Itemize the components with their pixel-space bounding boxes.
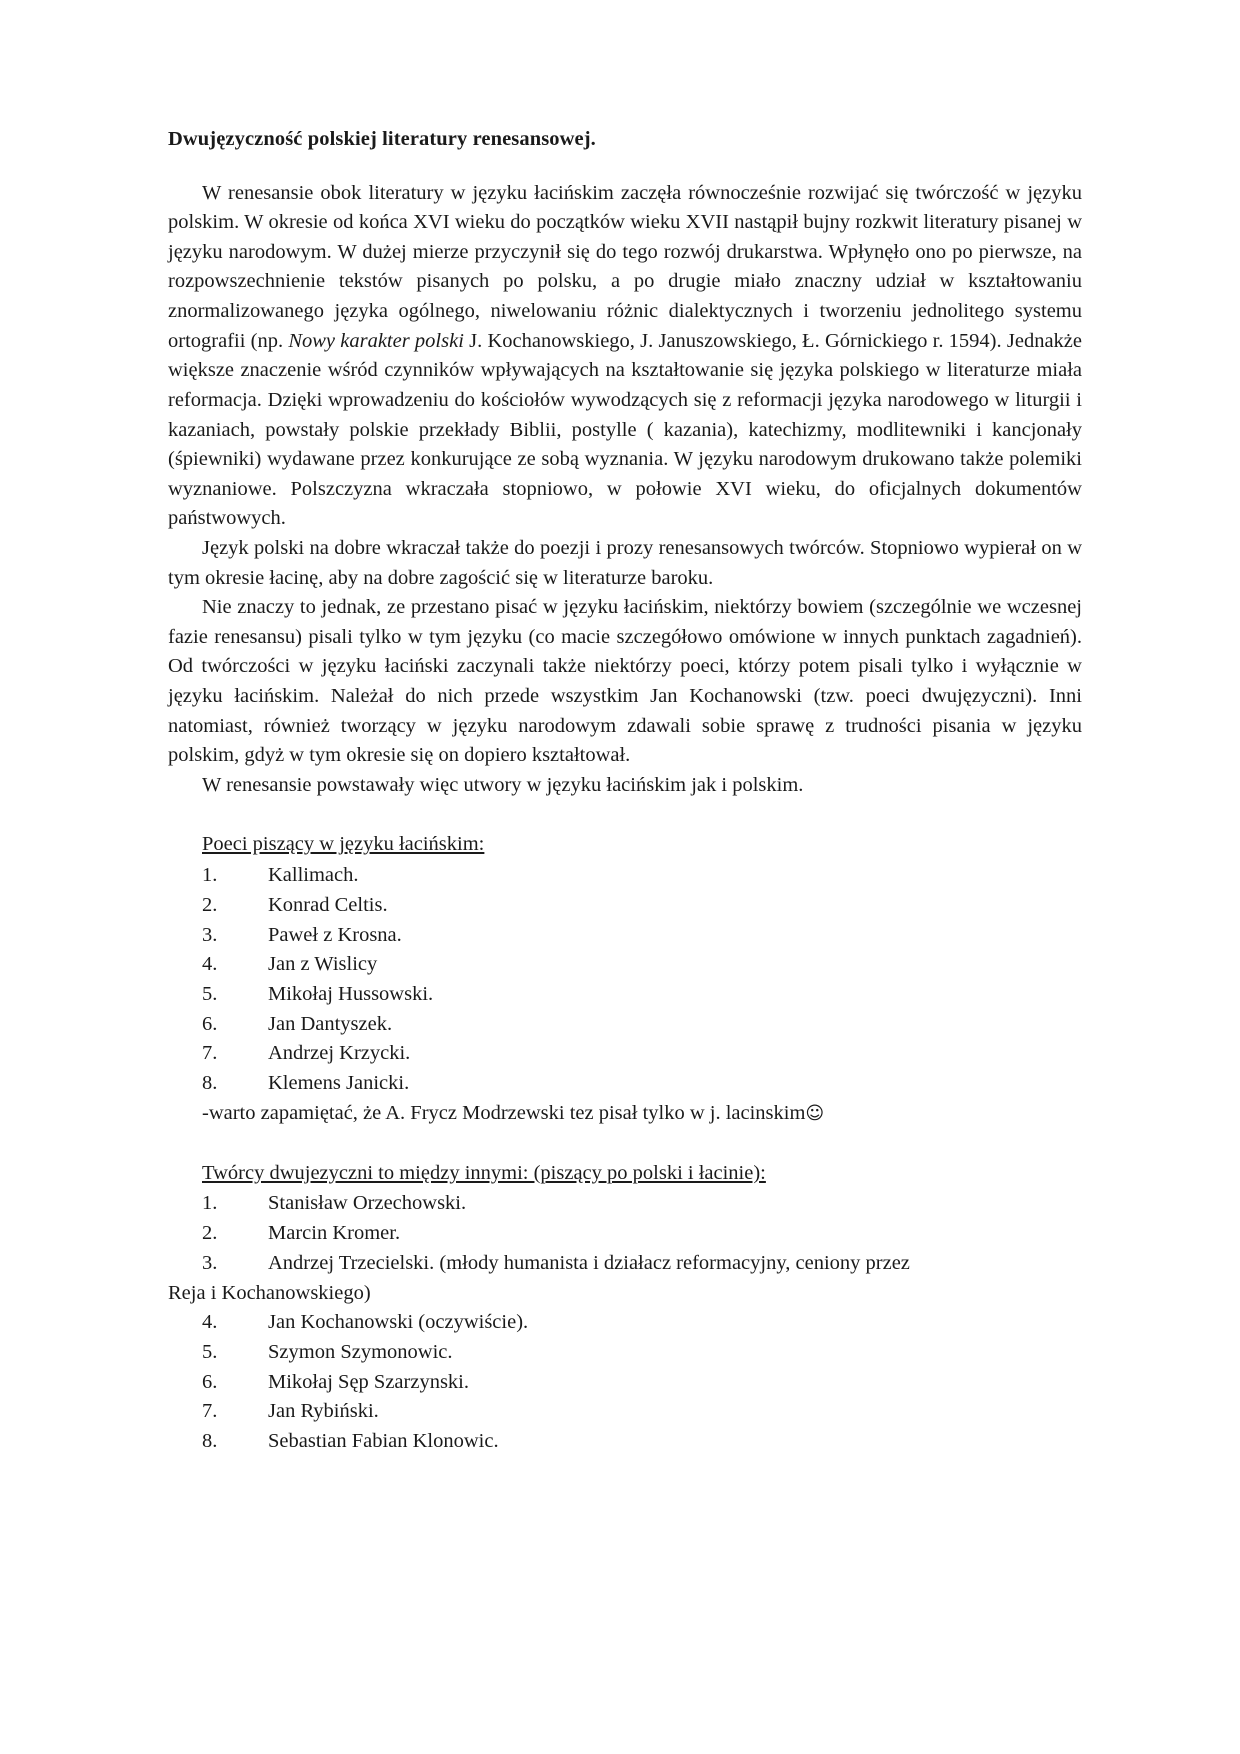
list-item [168, 1397, 1082, 1427]
paragraph-1-text-a: W renesansie obok literatury w języku łacińskim zaczęła równocześnie rozwijać się twórczość w języku polskim. W okresie od końca XVI wieku do początków wieku XVII nastąpił bujny rozkwit literatury pisanej w języku narodowym. W dużej mierze przyczynił się do tego rozwój drukarstwa. Wpłynęło ono po pierwsze, na rozpowszechnienie tekstów pisanych po polsku, a po drugie miało znaczny udział w kształtowaniu znormalizowanego języka ogólnego, niwelowaniu różnic dialektycznych i tworzeniu jednolitego systemu ortografii (np. [168, 181, 1082, 352]
list-item-number: 3. [202, 1251, 218, 1274]
bilingual-authors-list [168, 1189, 1082, 1456]
spacer [168, 1129, 1082, 1159]
spacer [168, 800, 1082, 830]
page-title: Dwujęzyczność polskiej literatury renesansowej. [168, 128, 596, 150]
smiley-icon: ☺ [805, 1102, 825, 1124]
bilingual-authors-heading: Twórcy dwujezyczni to między innymi: (piszący po polski i łacinie): [202, 1161, 766, 1184]
paragraph-2-text: Język polski na dobre wkraczał także do poezji i prozy renesansowych twórców. Stopniowo wypierał on w tym okresie łacinę, aby na dobre zagościć się w literaturze baroku. [168, 536, 1082, 589]
list-item-number: 6. [202, 1370, 218, 1393]
list-item [168, 1308, 1082, 1338]
list-item-label: Jan Kochanowski (oczywiście). [268, 1311, 529, 1334]
list-item [168, 891, 1082, 921]
list-item [168, 1010, 1082, 1040]
list-item [168, 1427, 1082, 1457]
list-item-label: Jan Rybiński. [268, 1400, 379, 1423]
list-item [168, 1249, 1082, 1279]
list-item-number: 4. [202, 953, 218, 976]
list-item [168, 1039, 1082, 1069]
list-item-number: 7. [202, 1042, 218, 1065]
list-item-number: 3. [202, 923, 218, 946]
list-item-continuation: Reja i Kochanowskiego) [168, 1281, 371, 1304]
list-item-label: Szymon Szymonowic. [268, 1340, 453, 1363]
list-item [168, 1069, 1082, 1099]
list-item-label: Mikołaj Sęp Szarzynski. [268, 1370, 469, 1393]
paragraph-3 [168, 593, 1082, 771]
latin-poets-list [168, 861, 1082, 1099]
list-item-label: Jan z Wislicy [268, 953, 378, 976]
list-item [168, 950, 1082, 980]
paragraph-1-work-title: Nowy karakter polski [288, 329, 464, 352]
list-item-label: Andrzej Krzycki. [268, 1042, 411, 1065]
list-item-number: 1. [202, 1192, 218, 1215]
list-item-number: 7. [202, 1400, 218, 1423]
paragraph-3-text: Nie znaczy to jednak, ze przestano pisać w języku łacińskim, niektórzy bowiem (szczególnie we wczesnej fazie renesansu) pisali tylko w tym języku (co macie szczegółowo omówione w innych punktach zagadnień). Od twórczości w języku łaciński zaczynali także niektórzy poeci, którzy potem pisali tylko i wyłącznie w języku łacińskim. Należał do nich przede wszystkim Jan Kochanowski (tzw. poeci dwujęzyczni). Inni natomiast, również tworzący w języku narodowym zdawali sobie sprawę z trudności pisania w języku polskim, gdyż w tym okresie się on dopiero kształtował. [168, 596, 1082, 767]
list-item [168, 980, 1082, 1010]
latin-poets-note [202, 1099, 1082, 1129]
list-item-number: 8. [202, 1430, 218, 1453]
list-item-label: Andrzej Trzecielski. (młody humanista i działacz reformacyjny, ceniony przez [268, 1251, 910, 1274]
list-item-label: Paweł z Krosna. [268, 923, 402, 946]
list-item [168, 1338, 1082, 1368]
latin-poets-section [168, 830, 1082, 1128]
paragraph-4-text: W renesansie powstawały więc utwory w języku łacińskim jak i polskim. [202, 773, 804, 796]
list-item-label: Klemens Janicki. [268, 1072, 410, 1095]
paragraph-2 [168, 534, 1082, 593]
bilingual-authors-heading-wrap [168, 1159, 1082, 1190]
list-item [168, 861, 1082, 891]
latin-poets-heading: Poeci piszący w języku łacińskim: [202, 833, 485, 856]
list-item [168, 921, 1082, 951]
list-item-number: 5. [202, 983, 218, 1006]
list-item-number: 2. [202, 1222, 218, 1245]
list-item-number: 1. [202, 864, 218, 887]
list-item-number: 2. [202, 893, 218, 916]
list-item-label: Mikołaj Hussowski. [268, 983, 434, 1006]
list-item [168, 1368, 1082, 1398]
list-item-label: Stanisław Orzechowski. [268, 1192, 467, 1215]
list-item-number: 6. [202, 1012, 218, 1035]
list-item-number: 8. [202, 1072, 218, 1095]
bilingual-authors-section [168, 1159, 1082, 1457]
paragraph-4 [168, 771, 1082, 801]
list-item-label: Kallimach. [268, 864, 359, 887]
list-item-label: Konrad Celtis. [268, 893, 388, 916]
latin-poets-heading-wrap [168, 830, 1082, 861]
list-item [168, 1189, 1082, 1219]
paragraph-1 [168, 179, 1082, 534]
list-item-label: Sebastian Fabian Klonowic. [268, 1430, 499, 1453]
list-item-label: Jan Dantyszek. [268, 1012, 393, 1035]
paragraph-1-text-b: J. Kochanowskiego, J. Januszowskiego, Ł. Górnickiego r. 1594). Jednakże większe znaczenie wśród czynników wpływających na kształtowanie się języka polskiego w literaturze miała reformacja. Dzięki wprowadzeniu do kościołów wywodzących się z reformacji języka narodowego w liturgii i kazaniach, powstały polskie przekłady Biblii, postylle ( kazania), katechizmy, modlitewniki i kancjonały (śpiewniki) wydawane przez konkurujące ze sobą wyznania. W języku narodowym drukowano także polemiki wyznaniowe. Polszczyzna wkraczała stopniowo, w połowie XVI wieku, do oficjalnych dokumentów państwowych. [168, 329, 1082, 530]
latin-poets-note-text: -warto zapamiętać, że A. Frycz Modrzewski tez pisał tylko w j. lacinskim [202, 1101, 806, 1124]
list-item-number: 4. [202, 1311, 218, 1334]
list-item-number: 5. [202, 1340, 218, 1363]
list-item-label: Marcin Kromer. [268, 1222, 401, 1245]
list-item [168, 1219, 1082, 1249]
